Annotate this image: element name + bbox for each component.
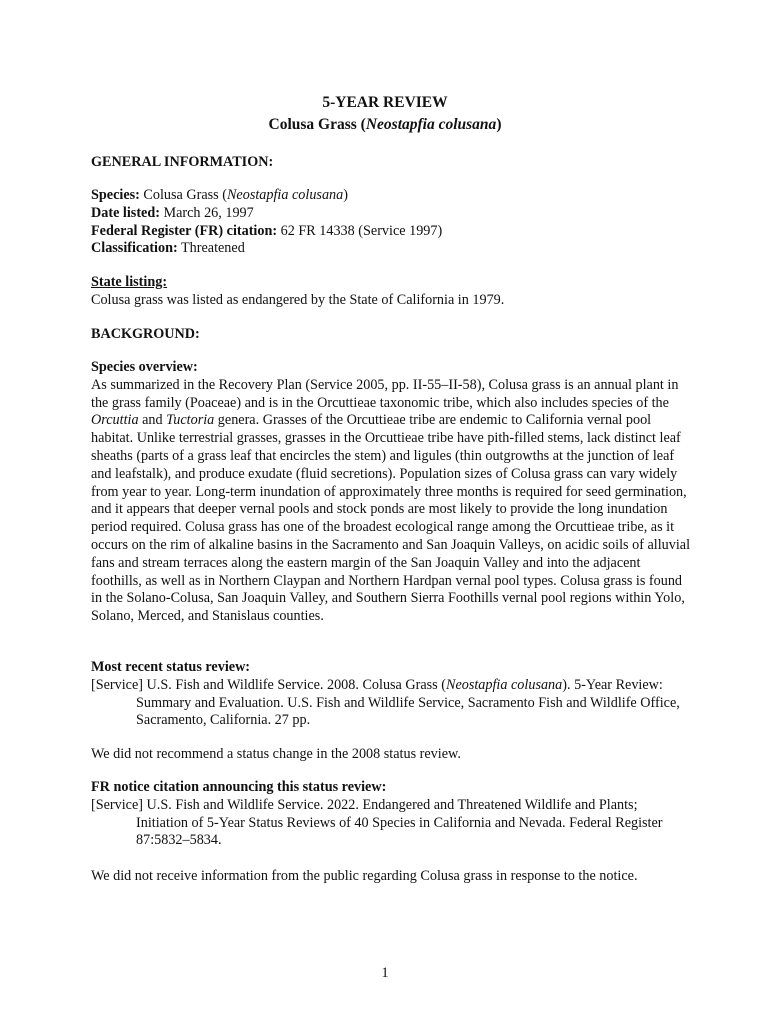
subtitle-scientific-name: Neostapfia colusana [365, 116, 497, 133]
species-overview-paragraph [91, 377, 691, 626]
fr-citation-value: 62 FR 14338 (Service 1997) [277, 222, 443, 239]
background-heading: BACKGROUND: [91, 326, 200, 342]
species-overview-section [91, 359, 691, 626]
date-listed-value: March 26, 1997 [159, 204, 254, 221]
state-listing-text: Colusa grass was listed as endangered by the State of California in 1979. [91, 291, 505, 308]
species-close: ) [343, 187, 348, 203]
recent-review-note: We did not recommend a status change in the 2008 status review. [91, 746, 461, 762]
classification-label: Classification: [91, 240, 178, 257]
document-subtitle [0, 116, 770, 134]
recent-citation-a: [Service] U.S. Fish and Wildlife Service. 2008. Colusa Grass ( [91, 676, 446, 693]
fr-citation-label: Federal Register (FR) citation: [91, 222, 278, 239]
fr-notice-heading: FR notice citation announcing this status review: [91, 779, 387, 795]
genus-tuctoria: Tuctoria [166, 412, 215, 429]
recent-review-citation [91, 677, 691, 730]
overview-text-1: As summarized in the Recovery Plan (Service 2005, pp. II-55–II-58), Colusa grass is an annual plant in the grass family (Poaceae) and is in the Orcuttieae taxonomic tribe, which also includes species of the [91, 376, 679, 411]
fr-citation-line [91, 223, 691, 241]
fr-notice-citation: [Service] U.S. Fish and Wildlife Service. 2022. Endangered and Threatened Wildlife and Plants; Initiation of 5-Year Status Reviews of 40 Species in California and Nevada. Federal Register 87:5832–5834. [91, 796, 663, 849]
subtitle-suffix: ) [496, 116, 502, 133]
fr-notice-note: We did not receive information from the public regarding Colusa grass in response to the notice. [91, 868, 638, 884]
general-info-heading: GENERAL INFORMATION: [91, 154, 274, 170]
overview-text-2: genera. Grasses of the Orcuttieae tribe are endemic to California vernal pool habitat. Unlike terrestrial grasses, grasses in the Orcuttieae tribe have pith-filled stems, lack distinct leaf sheaths (parts of a grass leaf that encircles the stem) and ligules (thin outgrowths at the junction of leaf and leafstalk), and produce exudate (fluid secretions). Population sizes of Colusa grass can vary widely from year to year. Long-term inundation of approximately three months is required for seed germination, and it appears that deeper vernal pools and stock ponds are most likely to provide the long inundation period required. Colusa grass has one of the broadest ecological range among the Orcuttieae tribe, as it occurs on the rim of alkaline basins in the Sacramento and San Joaquin Valleys, on acidic soils of alluvial fans and stream terraces along the eastern margin of the San Joaquin Valley and into the adjacent foothills, as well as in Northern Claypan and Northern Hardpan vernal pool types. Colusa grass is found in the Solano-Colusa, San Joaquin Valley, and Southern Sierra Foothills vernal pool regions within Yolo, Solano, Merced, and Stanislaus counties. [91, 412, 691, 625]
recent-citation-scientific-name: Neostapfia colusana [445, 676, 563, 693]
date-listed-label: Date listed: [91, 204, 160, 221]
classification-value: Threatened [177, 240, 245, 257]
document-title: 5-YEAR REVIEW [322, 94, 448, 111]
recent-review-heading: Most recent status review: [91, 659, 251, 675]
species-line [91, 187, 691, 205]
subtitle-prefix: Colusa Grass ( [268, 116, 366, 133]
state-listing-heading: State listing: [91, 274, 168, 290]
species-scientific-name: Neostapfia colusana [226, 187, 344, 203]
genus-orcuttia: Orcuttia [91, 412, 139, 429]
fr-notice-section [91, 779, 691, 850]
general-info-fields [91, 187, 691, 258]
species-label: Species: [91, 187, 140, 203]
date-listed-line [91, 205, 691, 223]
recent-citation-b: ). 5-Year Review: Summary and Evaluation. U.S. Fish and Wildlife Service, Sacramento Fish and Wildlife Office, Sacramento, California. 27 pp. [136, 676, 680, 729]
recent-review-section [91, 659, 691, 730]
classification-line [91, 240, 691, 258]
overview-and: and [138, 412, 167, 429]
species-overview-heading: Species overview: [91, 359, 198, 375]
page-number: 1 [381, 965, 389, 981]
species-common-name: Colusa Grass ( [139, 187, 227, 203]
state-listing-section [91, 274, 691, 310]
